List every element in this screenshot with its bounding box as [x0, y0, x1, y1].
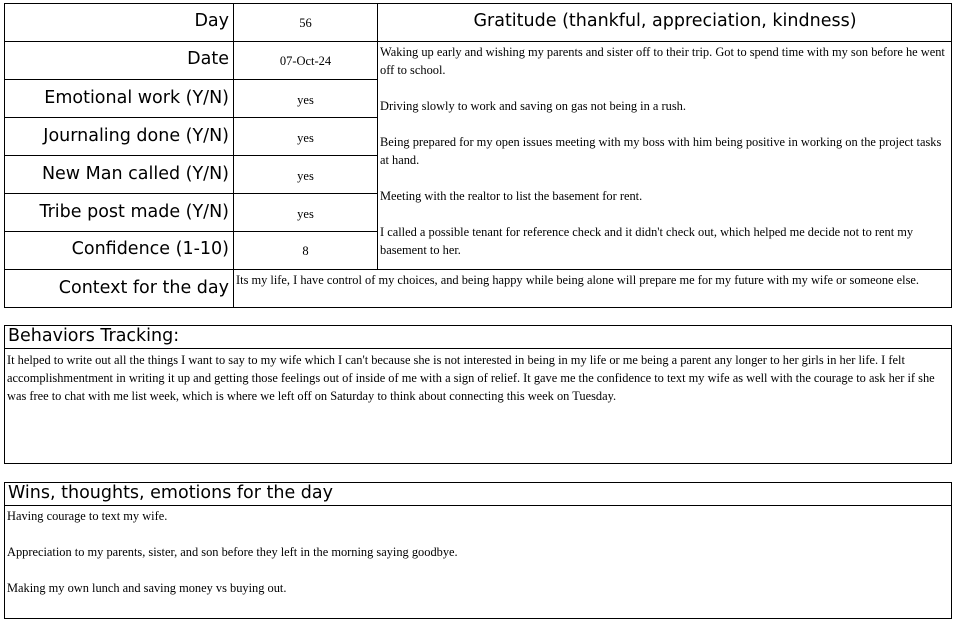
date-value: 07-Oct-24 [279, 54, 332, 68]
date-value-cell [234, 42, 377, 79]
row-emotional-work [4, 80, 233, 117]
gratitude-item: Meeting with the realtor to list the basement for rent. [380, 189, 643, 203]
behaviors-text: It helped to write out all the things I want to say to my wife which I can't because she is not interested in being in my life or me being a parent any longer to her girls in her life. I felt accomplishmentment in writing it up and getting those feelings out of inside of me with a sign of relief. It gave me the confidence to text my wife as well with the courage to ask her if she was free to chat with me list week, which is where we left off on Saturday to think about connecting this week on Tuesday. [7, 353, 935, 403]
row-date [4, 42, 233, 79]
journaling-value: yes [297, 131, 314, 145]
col-divider-value [377, 3, 378, 269]
row-tribe-post [4, 194, 233, 231]
confidence-value-cell [234, 232, 377, 269]
confidence-label: Confidence (1-10) [71, 239, 229, 259]
gratitude-item: Being prepared for my open issues meeting with my boss with him being positive in working on the project tasks at hand. [380, 135, 942, 167]
day-label: Day [194, 11, 229, 31]
emotional-work-value-cell [234, 80, 377, 117]
gratitude-item: I called a possible tenant for reference check and it didn't check out, which helped me decide not to rent my basement to her. [380, 225, 914, 257]
behaviors-header [8, 326, 179, 348]
wins-item: Appreciation to my parents, sister, and son before they left in the morning saying goodbye. [7, 545, 458, 559]
row-day [4, 3, 233, 41]
row-journaling [4, 118, 233, 155]
gratitude-item: Driving slowly to work and saving on gas not being in a rush. [380, 99, 686, 113]
tribe-post-value-cell [234, 194, 377, 231]
emotional-work-label: Emotional work (Y/N) [44, 88, 229, 108]
context-text: Its my life, I have control of my choices, and being happy while being alone will prepare me for my future with my wife or someone else. [236, 273, 920, 287]
wins-header [8, 483, 333, 505]
context-label: Context for the day [58, 278, 229, 298]
new-man-called-label: New Man called (Y/N) [41, 164, 229, 184]
confidence-value: 8 [302, 244, 309, 258]
row-context [4, 270, 233, 307]
gratitude-list [380, 43, 952, 259]
journaling-value-cell [234, 118, 377, 155]
wins-item: Having courage to text my wife. [7, 509, 168, 523]
wins-title: Wins, thoughts, emotions for the day [8, 483, 333, 503]
wins-header-divider [4, 505, 952, 506]
emotional-work-value: yes [297, 93, 314, 107]
gratitude-header [378, 3, 952, 41]
row-new-man-called [4, 156, 233, 193]
gratitude-title: Gratitude (thankful, appreciation, kindness) [473, 11, 857, 31]
day-value: 56 [299, 16, 312, 30]
behaviors-header-divider [4, 348, 952, 349]
tribe-post-value: yes [297, 207, 314, 221]
journaling-label: Journaling done (Y/N) [43, 126, 229, 146]
wins-item: Making my own lunch and saving money vs buying out. [7, 581, 287, 595]
gratitude-item: Waking up early and wishing my parents and sister off to their trip. Got to spend time with my son before he went off to school. [380, 45, 945, 77]
date-label: Date [187, 49, 229, 69]
gratitude-header-divider [377, 41, 952, 42]
new-man-called-value: yes [297, 169, 314, 183]
day-value-cell [234, 3, 377, 41]
wins-list [7, 507, 949, 597]
row-confidence [4, 232, 233, 269]
new-man-called-value-cell [234, 156, 377, 193]
tribe-post-label: Tribe post made (Y/N) [39, 202, 229, 222]
behaviors-title: Behaviors Tracking: [8, 326, 180, 346]
